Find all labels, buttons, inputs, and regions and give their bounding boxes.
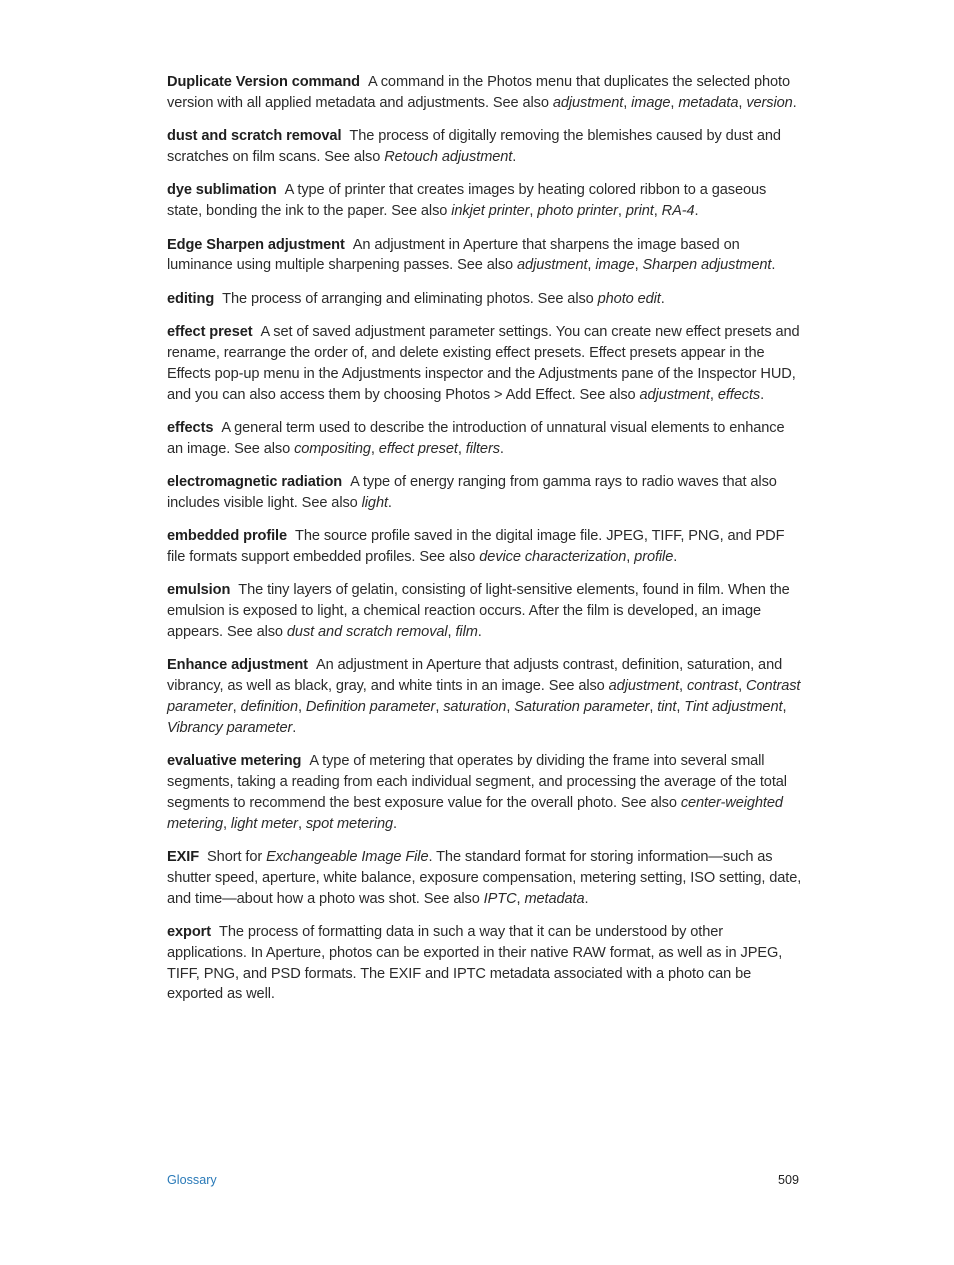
glossary-term: effects: [167, 419, 214, 436]
cross-reference: profile: [634, 549, 674, 566]
definition-text: The process of digitally removing the blemishes caused by dust and scratches on film scans. See also: [167, 128, 781, 165]
glossary-term: electromagnetic radiation: [167, 474, 343, 491]
cross-reference: center-weighted metering: [167, 794, 783, 832]
cross-reference: tint: [657, 699, 677, 716]
definition-text: .: [792, 94, 797, 111]
definition-text: ,: [738, 678, 747, 695]
definition-text: The process of arranging and eliminating photos. See also: [222, 290, 598, 307]
definition-text: ,: [623, 94, 632, 111]
glossary-term: editing: [167, 290, 215, 307]
definition-text: ,: [782, 699, 787, 716]
definition-text: ,: [634, 257, 643, 274]
definition-text: .: [694, 203, 699, 220]
definition-text: ,: [679, 678, 687, 695]
cross-reference: adjustment: [608, 678, 680, 695]
cross-reference: version: [746, 94, 793, 111]
glossary-term: embedded profile: [167, 528, 288, 545]
page-number: 509: [777, 1173, 799, 1187]
cross-reference: image: [595, 257, 635, 274]
definition-text: ,: [457, 440, 466, 457]
definition-text: ,: [738, 94, 747, 111]
glossary-entry: [167, 751, 803, 834]
cross-reference: Tint adjustment: [684, 699, 783, 716]
cross-reference: Vibrancy parameter: [167, 719, 293, 736]
cross-reference: device characterization: [479, 549, 627, 566]
definition-text: .: [292, 719, 297, 736]
cross-reference: Saturation parameter: [514, 699, 650, 716]
definition-text: A general term used to describe the introduction of unnatural visual elements to enhance an image. See also: [167, 419, 785, 457]
definition-text: . The standard format for storing information—such as shutter speed, aperture, white balance, exposure compensation, metering setting, ISO setting, date, and time—about how a photo was shot. See also: [167, 849, 802, 907]
cross-reference: photo printer: [537, 203, 618, 220]
cross-reference: saturation: [443, 699, 507, 716]
cross-reference: Sharpen adjustment: [642, 257, 772, 274]
glossary-term: emulsion: [167, 582, 231, 599]
cross-reference: photo edit: [597, 290, 661, 307]
glossary-term: dye sublimation: [167, 182, 277, 199]
definition-text: The source profile saved in the digital image file. JPEG, TIFF, PNG, and PDF file formats support embedded profiles. See also: [167, 528, 785, 566]
footer-section-label: Glossary: [167, 1173, 217, 1187]
definition-text: ,: [709, 386, 718, 403]
cross-reference: image: [631, 94, 671, 111]
cross-reference: effects: [717, 386, 761, 403]
definition-text: The tiny layers of gelatin, consisting of light-sensitive elements, found in film. When the emulsion is exposed to light, a chemical reaction occurs. After the film is developed, an image appears. See also: [167, 582, 790, 641]
glossary-term: EXIF: [167, 849, 200, 866]
definition-text: ,: [435, 699, 444, 716]
cross-reference: Exchangeable Image File: [266, 849, 429, 866]
cross-reference: contrast: [686, 678, 739, 695]
definition-text: ,: [670, 94, 679, 111]
definition-text: ,: [617, 203, 626, 220]
definition-text: A type of printer that creates images by heating colored ribbon to a gaseous state, bonding the ink to the paper. See also: [167, 182, 767, 220]
cross-reference: metadata: [678, 94, 739, 111]
glossary-entry: [167, 322, 803, 405]
glossary-term: Enhance adjustment: [167, 657, 308, 674]
glossary-term: Duplicate Version command: [167, 74, 360, 90]
cross-reference: light: [361, 494, 388, 511]
glossary-entry: [167, 72, 803, 114]
cross-reference: definition: [240, 699, 298, 716]
definition-text: ,: [676, 699, 685, 716]
definition-text: .: [392, 815, 397, 832]
glossary-term: export: [167, 924, 212, 941]
definition-text: ,: [222, 815, 231, 832]
glossary-term: evaluative metering: [167, 753, 302, 770]
definition-text: .: [660, 290, 665, 307]
glossary-term: effect preset: [167, 324, 253, 341]
definition-text: A set of saved adjustment parameter settings. You can create new effect presets and rename, rearrange the order of, and delete existing effect presets. Effect presets appear in the Effects pop-up menu in the Adjustments inspector and the Adjustments pane of the Inspector HUD, and you can also access them by choosing Photos > Add Effect. See also: [167, 324, 800, 403]
cross-reference: IPTC: [483, 890, 517, 907]
glossary-entry: [167, 235, 803, 277]
definition-text: .: [477, 624, 482, 641]
glossary-page: [167, 72, 803, 1018]
definition-text: ,: [297, 815, 306, 832]
definition-text: .: [499, 440, 504, 457]
definition-text: ,: [587, 257, 596, 274]
glossary-entry: [167, 418, 803, 460]
cross-reference: adjustment: [517, 257, 588, 274]
definition-text: .: [512, 148, 517, 165]
cross-reference: spot metering: [305, 815, 393, 832]
definition-text: .: [771, 257, 776, 274]
glossary-entry: [167, 289, 803, 310]
definition-text: A type of metering that operates by dividing the frame into several small segments, taking a reading from each individual segment, and processing the average of the total segments to recommend the best exposure value for the overall photo. See also: [167, 753, 787, 811]
definition-text: ,: [506, 699, 515, 716]
glossary-entry: [167, 580, 803, 642]
definition-text: .: [673, 549, 678, 566]
glossary-entry: [167, 180, 803, 222]
glossary-term: dust and scratch removal: [167, 128, 342, 145]
glossary-entry: [167, 526, 803, 568]
definition-text: ,: [516, 890, 525, 907]
definition-text: ,: [370, 440, 379, 457]
cross-reference: light meter: [230, 815, 298, 832]
definition-text: The process of formatting data in such a way that it can be understood by other applications. In Aperture, photos can be exported in their native RAW format, as well as in JPEG, TIFF, PNG, and PSD formats. The EXIF and IPTC metadata associated with a photo can be exported as well.: [167, 924, 783, 1003]
definition-text: .: [387, 494, 392, 511]
cross-reference: Retouch adjustment: [384, 148, 513, 165]
glossary-entry: [167, 655, 803, 738]
definition-text: A command in the Photos menu that duplicates the selected photo version with all applied metadata and adjustments. See also: [167, 74, 791, 111]
definition-text: A type of energy ranging from gamma rays to radio waves that also includes visible light. See also: [167, 474, 777, 511]
cross-reference: adjustment: [552, 94, 624, 111]
glossary-term: Edge Sharpen adjustment: [167, 236, 345, 253]
cross-reference: compositing: [294, 440, 371, 457]
cross-reference: effect preset: [378, 440, 458, 457]
glossary-entry: [167, 847, 803, 909]
definition-text: ,: [653, 203, 662, 220]
definition-text: .: [584, 890, 589, 907]
cross-reference: Definition parameter: [305, 699, 436, 716]
definition-text: ,: [297, 699, 306, 716]
cross-reference: Contrast parameter: [167, 678, 801, 716]
definition-text: ,: [626, 549, 635, 566]
definition-text: ,: [447, 624, 456, 641]
cross-reference: dust and scratch removal: [286, 624, 448, 641]
cross-reference: metadata: [524, 890, 585, 907]
cross-reference: print: [625, 203, 654, 220]
glossary-entry: [167, 922, 803, 1005]
definition-text: ,: [649, 699, 658, 716]
cross-reference: filters: [465, 440, 500, 457]
glossary-entry: [167, 126, 803, 168]
cross-reference: film: [455, 624, 478, 641]
cross-reference: RA-4: [661, 203, 695, 220]
definition-text: Short for: [207, 849, 267, 866]
definition-text: ,: [232, 699, 241, 716]
definition-text: An adjustment in Aperture that adjusts contrast, definition, saturation, and vibrancy, as well as black, gray, and white tints in an image. See also: [167, 657, 783, 695]
cross-reference: inkjet printer: [451, 203, 530, 220]
glossary-entry: [167, 472, 803, 514]
definition-text: ,: [529, 203, 538, 220]
definition-text: .: [760, 386, 765, 403]
cross-reference: adjustment: [639, 386, 710, 403]
definition-text: An adjustment in Aperture that sharpens the image based on luminance using multiple sharpening passes. See also: [167, 236, 740, 274]
